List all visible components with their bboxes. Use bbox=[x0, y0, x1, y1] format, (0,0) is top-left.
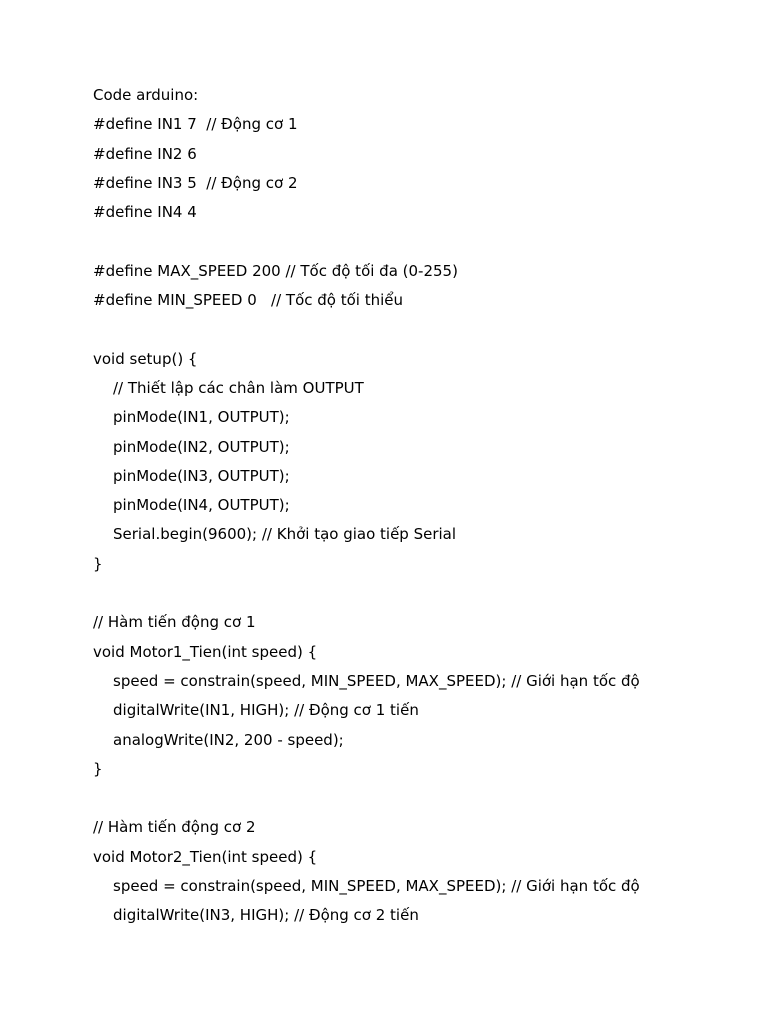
code-line: Serial.begin(9600); // Khởi tạo giao tiếp Serial bbox=[113, 525, 457, 544]
blank-line bbox=[93, 227, 753, 256]
code-line: #define MAX_SPEED 200 // Tốc độ tối đa (0-255) bbox=[93, 261, 458, 280]
code-line: pinMode(IN1, OUTPUT); bbox=[113, 408, 290, 427]
code-listing bbox=[93, 81, 753, 931]
code-line: #define IN4 4 bbox=[93, 203, 197, 222]
blank-line bbox=[93, 315, 753, 344]
code-line: #define IN3 5 // Động cơ 2 bbox=[93, 173, 298, 192]
code-line: // Hàm tiến động cơ 1 bbox=[93, 613, 256, 632]
code-line: } bbox=[93, 759, 103, 778]
code-line: pinMode(IN3, OUTPUT); bbox=[113, 466, 290, 485]
code-line: analogWrite(IN2, 200 - speed); bbox=[113, 730, 344, 749]
code-line: pinMode(IN4, OUTPUT); bbox=[113, 496, 290, 515]
code-line: digitalWrite(IN3, HIGH); // Động cơ 2 tiến bbox=[113, 906, 419, 925]
code-line: speed = constrain(speed, MIN_SPEED, MAX_SPEED); // Giới hạn tốc độ bbox=[113, 671, 640, 690]
code-line: void Motor2_Tien(int speed) { bbox=[93, 847, 318, 866]
code-line: // Thiết lập các chân làm OUTPUT bbox=[113, 378, 364, 397]
code-line: pinMode(IN2, OUTPUT); bbox=[113, 437, 290, 456]
blank-line bbox=[93, 579, 753, 608]
code-line: #define IN1 7 // Động cơ 1 bbox=[93, 115, 298, 134]
code-line: // Hàm tiến động cơ 2 bbox=[93, 818, 256, 837]
code-line: speed = constrain(speed, MIN_SPEED, MAX_SPEED); // Giới hạn tốc độ bbox=[113, 877, 640, 896]
code-line: #define IN2 6 bbox=[93, 144, 197, 163]
code-line: void setup() { bbox=[93, 349, 198, 368]
code-line: digitalWrite(IN1, HIGH); // Động cơ 1 tiến bbox=[113, 701, 419, 720]
code-line: #define MIN_SPEED 0 // Tốc độ tối thiểu bbox=[93, 291, 404, 310]
code-line: void Motor1_Tien(int speed) { bbox=[93, 642, 318, 661]
blank-line bbox=[93, 784, 753, 813]
code-line: Code arduino: bbox=[93, 86, 199, 104]
code-line: } bbox=[93, 554, 103, 573]
